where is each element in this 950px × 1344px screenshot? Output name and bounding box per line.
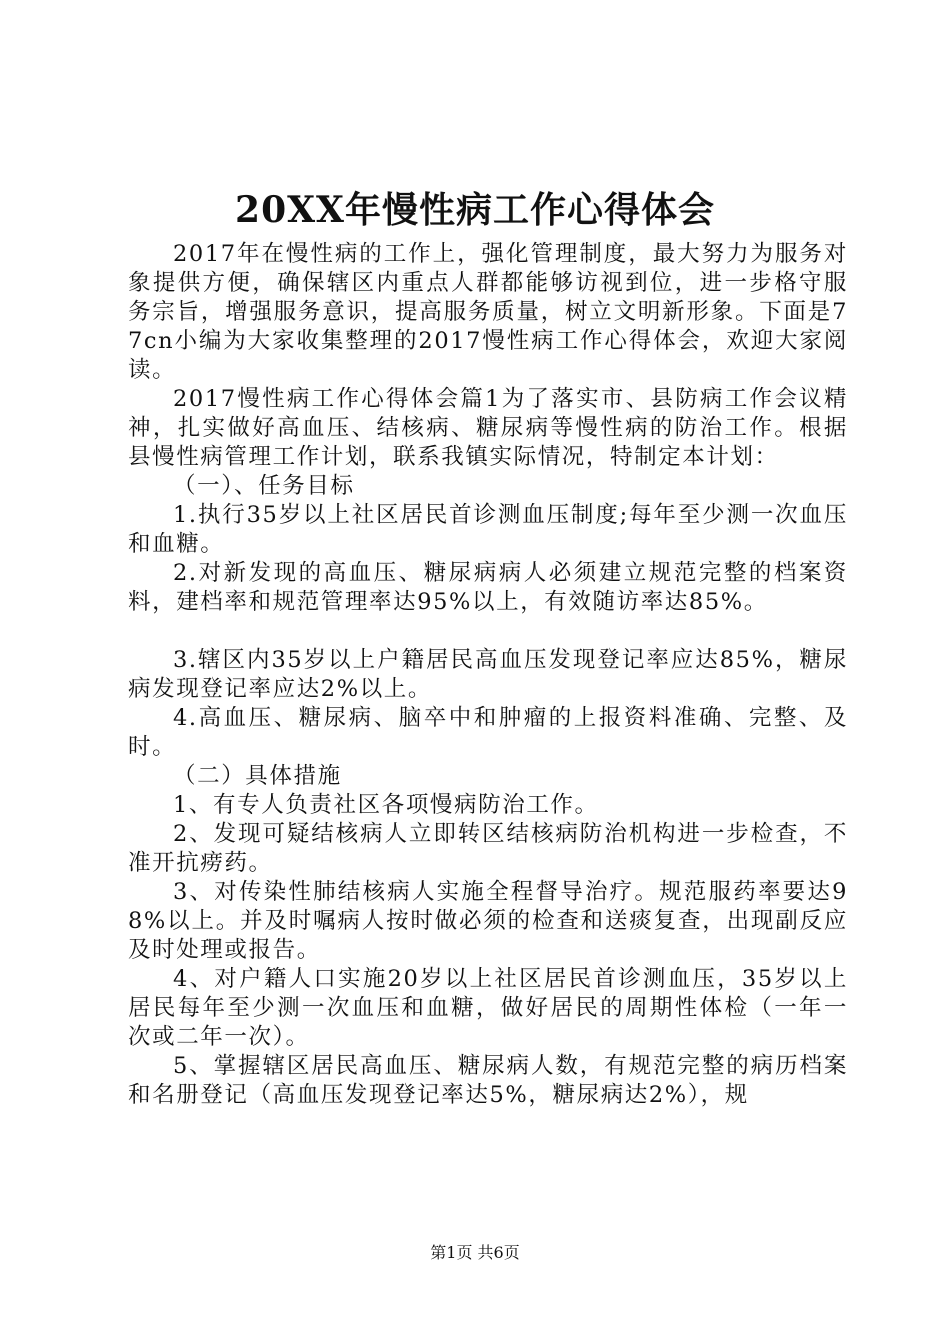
section-heading-goals: （一）、任务目标 bbox=[173, 473, 355, 499]
goal-item-3: 3.辖区内35岁以上户籍居民高血压发现登记率应达85%，糖尿病发现登记率应达2%以上。 bbox=[128, 647, 848, 702]
measure-item-5: 5、掌握辖区居民高血压、糖尿病人数，有规范完整的病历档案和名册登记（高血压发现登记率达5%，糖尿病达2%），规 bbox=[128, 1053, 848, 1108]
page-footer: 第1页 共6页 bbox=[430, 1243, 520, 1262]
paragraph-plan-intro: 2017慢性病工作心得体会篇1为了落实市、县防病工作会议精神，扎实做好高血压、结核病、糖尿病等慢性病的防治工作。根据县慢性病管理工作计划，联系我镇实际情况，特制定本计划： bbox=[128, 386, 848, 470]
goal-item-1: 1.执行35岁以上社区居民首诊测血压制度;每年至少测一次血压和血糖。 bbox=[128, 502, 848, 557]
measure-item-1: 1、有专人负责社区各项慢病防治工作。 bbox=[173, 792, 599, 818]
goal-item-2: 2.对新发现的高血压、糖尿病病人必须建立规范完整的档案资料，建档率和规范管理率达95%以上，有效随访率达85%。 bbox=[128, 560, 848, 615]
document-title: 20XX年慢性病工作心得体会 bbox=[235, 189, 715, 231]
measure-item-2: 2、发现可疑结核病人立即转区结核病防治机构进一步检查，不准开抗痨药。 bbox=[128, 821, 848, 876]
paragraph-intro: 2017年在慢性病的工作上，强化管理制度，最大努力为服务对象提供方便，确保辖区内重点人群都能够访视到位，进一步格守服务宗旨，增强服务意识，提高服务质量，树立文明新形象。下面是77cn小编为大家收集整理的2017慢性病工作心得体会，欢迎大家阅读。 bbox=[128, 241, 848, 383]
measure-item-4: 4、对户籍人口实施20岁以上社区居民首诊测血压，35岁以上居民每年至少测一次血压和血糖，做好居民的周期性体检（一年一次或二年一次）。 bbox=[128, 966, 848, 1050]
goal-item-4: 4.高血压、糖尿病、脑卒中和肿瘤的上报资料准确、完整、及时。 bbox=[128, 705, 848, 760]
measure-item-3: 3、对传染性肺结核病人实施全程督导治疗。规范服药率要达98%以上。并及时嘱病人按时做必须的检查和送痰复查，出现副反应及时处理或报告。 bbox=[128, 879, 848, 963]
document-body bbox=[128, 240, 848, 1110]
section-heading-measures: （二）具体措施 bbox=[173, 763, 342, 789]
